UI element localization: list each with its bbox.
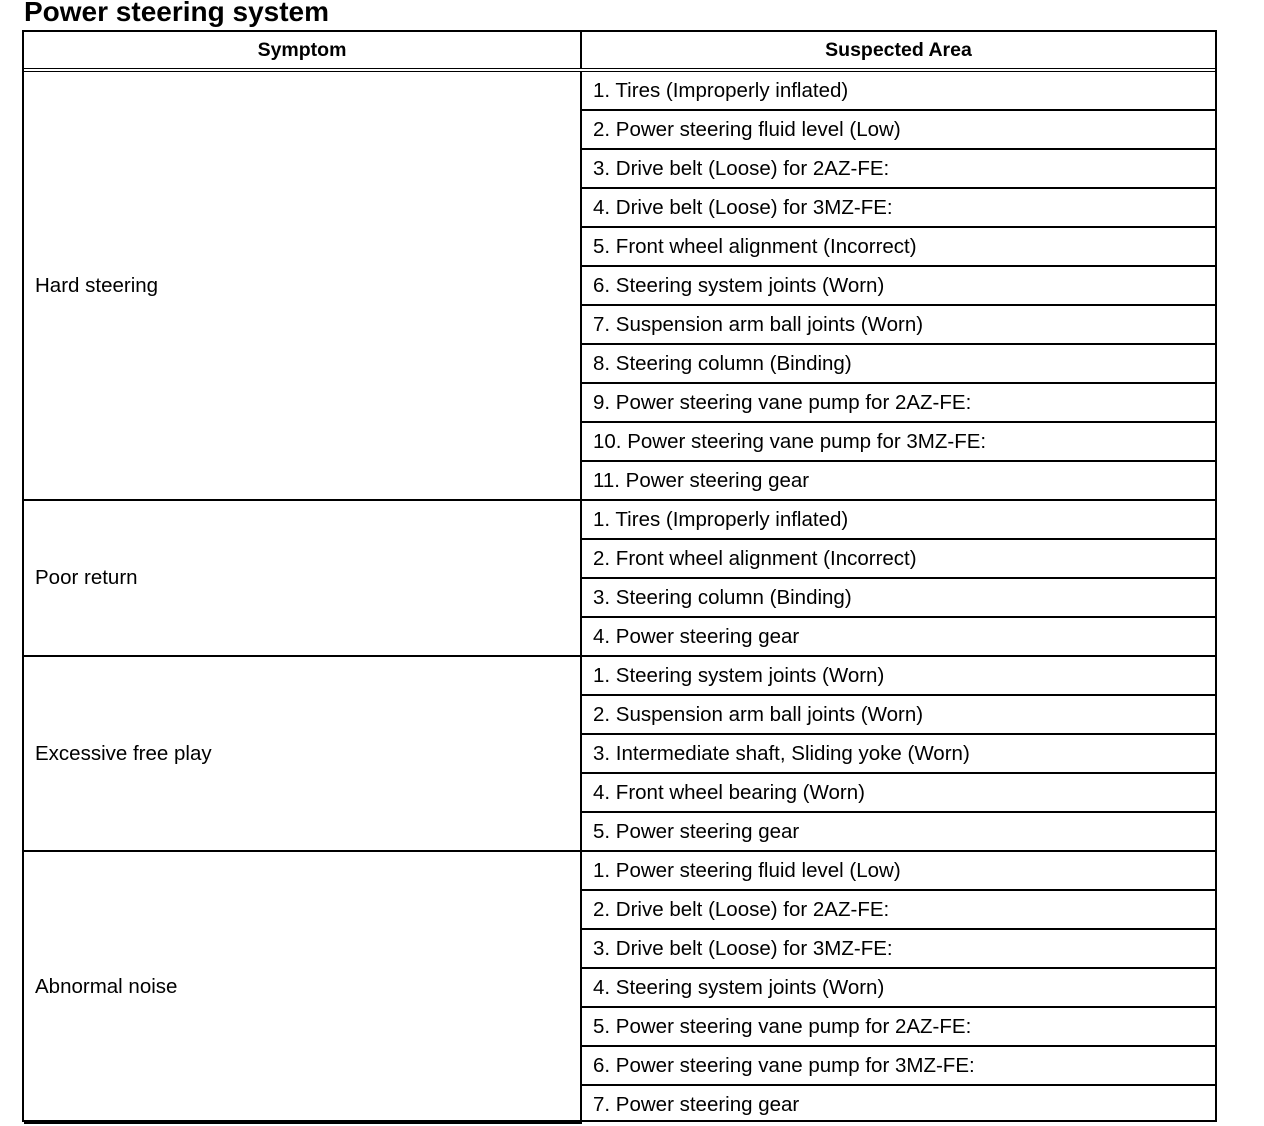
- suspected-area-cell: 9. Power steering vane pump for 2AZ-FE:: [581, 383, 1215, 422]
- suspected-area-cell: 4. Front wheel bearing (Worn): [581, 773, 1215, 812]
- symptom-cell: Abnormal noise: [24, 851, 581, 1123]
- suspected-area-cell: 1. Steering system joints (Worn): [581, 656, 1215, 695]
- suspected-area-cell: 3. Drive belt (Loose) for 2AZ-FE:: [581, 149, 1215, 188]
- table-row: [24, 656, 1215, 695]
- header-symptom: Symptom: [24, 32, 581, 70]
- suspected-area-cell: 6. Steering system joints (Worn): [581, 266, 1215, 305]
- diagnosis-table: [24, 32, 1215, 1124]
- suspected-area-cell: 8. Steering column (Binding): [581, 344, 1215, 383]
- suspected-area-cell: 1. Tires (Improperly inflated): [581, 500, 1215, 539]
- symptom-cell: Excessive free play: [24, 656, 581, 851]
- page-title: Power steering system: [24, 0, 330, 27]
- suspected-area-cell: 2. Front wheel alignment (Incorrect): [581, 539, 1215, 578]
- table-body: [24, 70, 1215, 1123]
- suspected-area-cell: 1. Power steering fluid level (Low): [581, 851, 1215, 890]
- diagnosis-table-frame: [22, 30, 1217, 1122]
- suspected-area-cell: 4. Drive belt (Loose) for 3MZ-FE:: [581, 188, 1215, 227]
- suspected-area-cell: 2. Suspension arm ball joints (Worn): [581, 695, 1215, 734]
- table-row: [24, 500, 1215, 539]
- symptom-cell: Poor return: [24, 500, 581, 656]
- header-suspected-area: Suspected Area: [581, 32, 1215, 70]
- table-row: [24, 851, 1215, 890]
- suspected-area-cell: 11. Power steering gear: [581, 461, 1215, 500]
- symptom-cell: Hard steering: [24, 70, 581, 500]
- suspected-area-cell: 2. Drive belt (Loose) for 2AZ-FE:: [581, 890, 1215, 929]
- suspected-area-cell: 7. Suspension arm ball joints (Worn): [581, 305, 1215, 344]
- suspected-area-cell: 2. Power steering fluid level (Low): [581, 110, 1215, 149]
- suspected-area-cell: 1. Tires (Improperly inflated): [581, 70, 1215, 110]
- suspected-area-cell: 7. Power steering gear: [593, 1092, 800, 1116]
- suspected-area-cell: 3. Intermediate shaft, Sliding yoke (Worn): [581, 734, 1215, 773]
- suspected-area-cell: 5. Power steering gear: [581, 812, 1215, 851]
- table-header-row: [24, 32, 1215, 70]
- suspected-area-cell: 5. Front wheel alignment (Incorrect): [581, 227, 1215, 266]
- suspected-area-cell: 5. Power steering vane pump for 2AZ-FE:: [581, 1007, 1215, 1046]
- table-row: [24, 70, 1215, 110]
- suspected-area-cell: 3. Drive belt (Loose) for 3MZ-FE:: [581, 929, 1215, 968]
- suspected-area-cell: 6. Power steering vane pump for 3MZ-FE:: [581, 1046, 1215, 1085]
- suspected-area-cell: 3. Steering column (Binding): [581, 578, 1215, 617]
- suspected-area-cell: 4. Power steering gear: [581, 617, 1215, 656]
- suspected-area-cell: 10. Power steering vane pump for 3MZ-FE:: [581, 422, 1215, 461]
- suspected-area-cell: 4. Steering system joints (Worn): [581, 968, 1215, 1007]
